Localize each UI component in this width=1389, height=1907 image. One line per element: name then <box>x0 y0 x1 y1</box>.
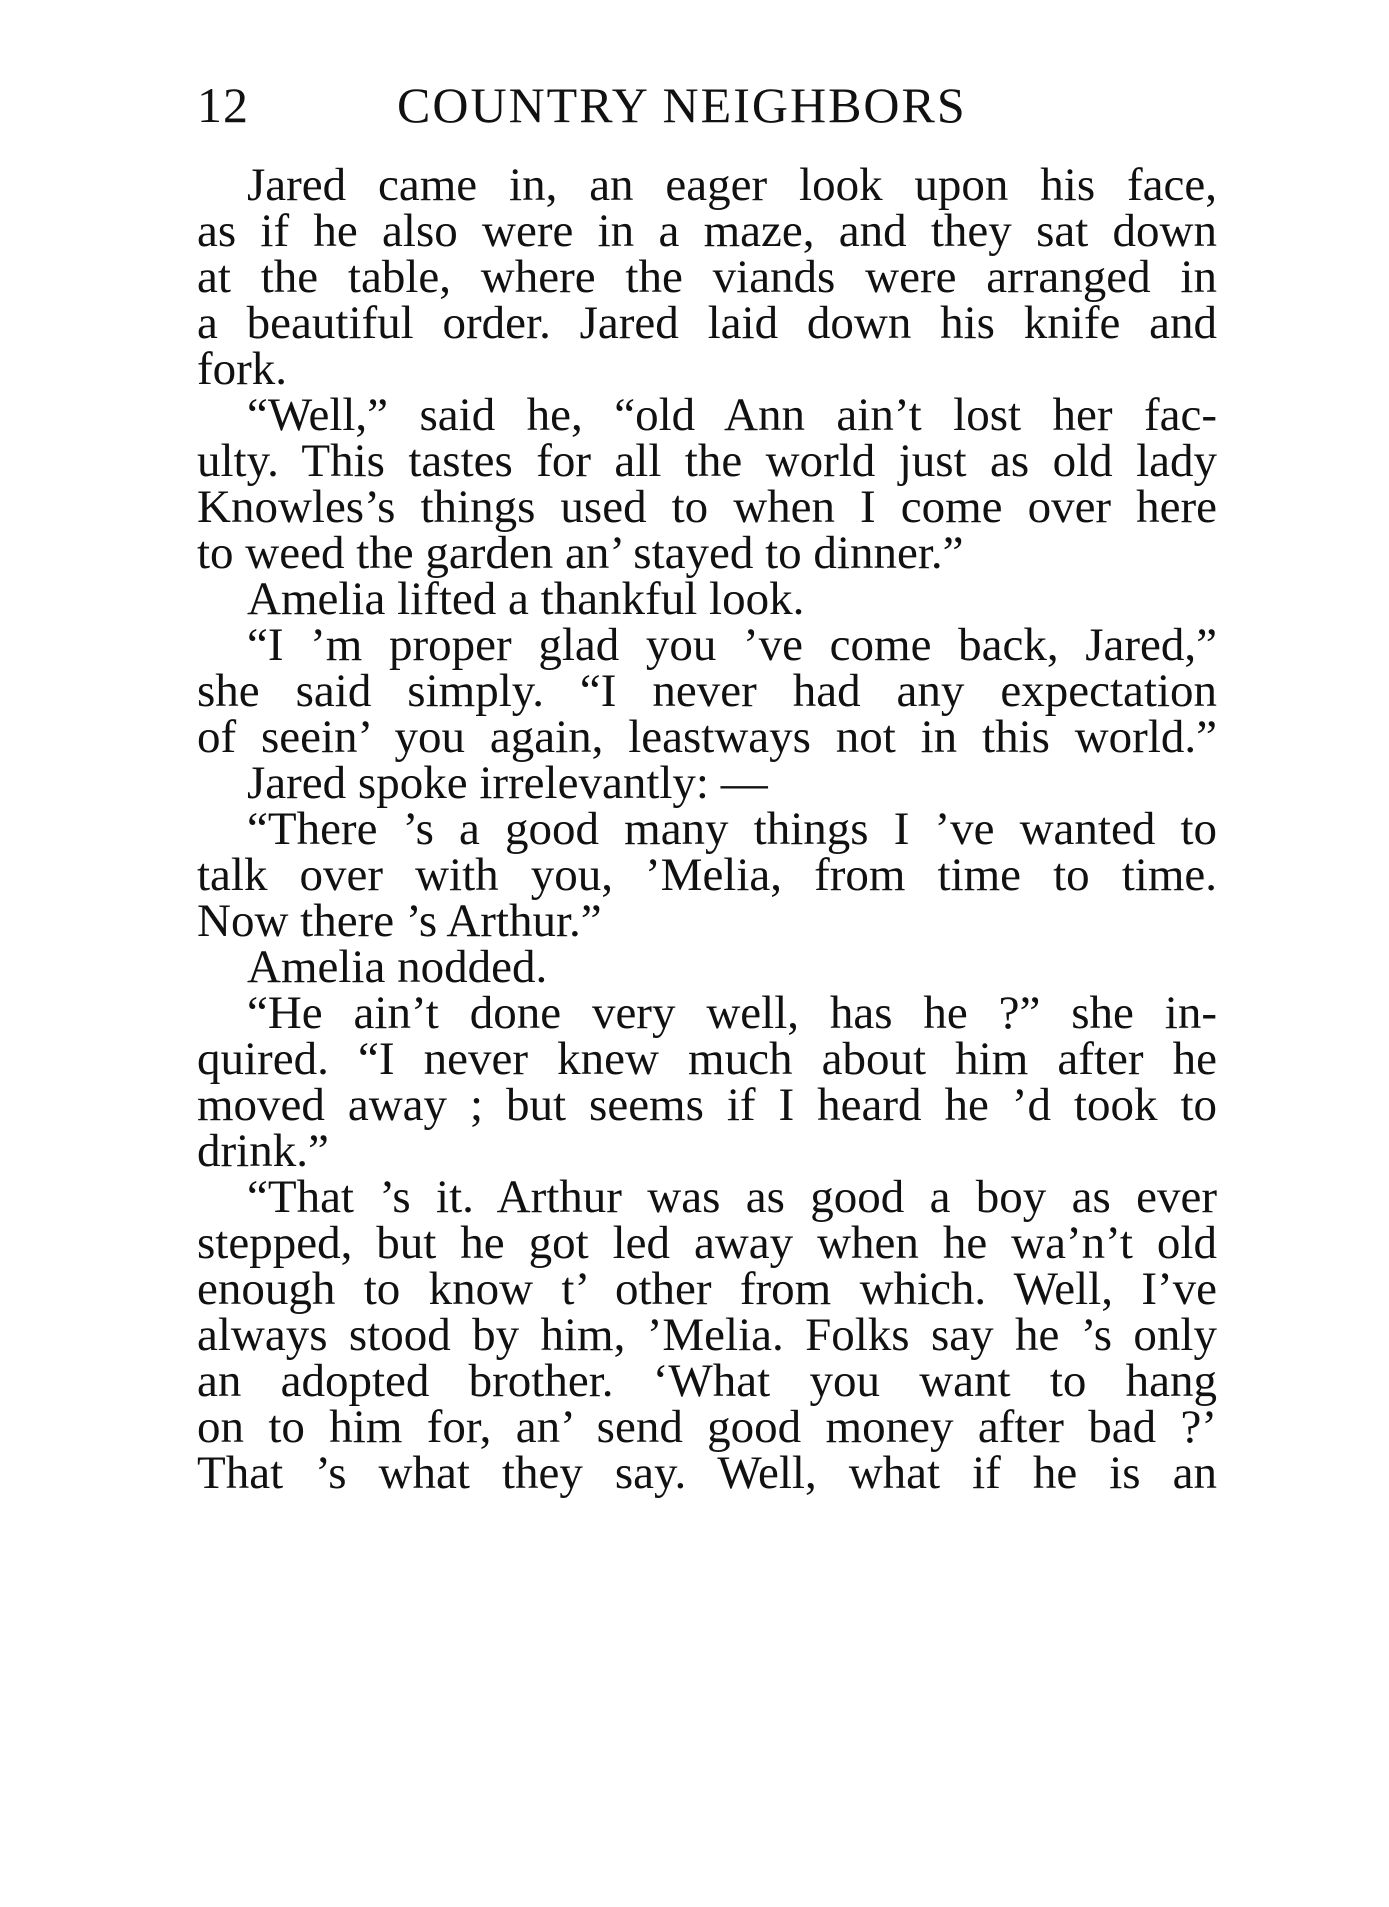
text-line: always stood by him, ’Melia. Folks say he ’s only <box>197 1309 1217 1361</box>
text-line: drink.” <box>197 1125 329 1177</box>
text-line: “I ’m proper glad you ’ve come back, Jared,” <box>247 619 1217 671</box>
running-title: COUNTRY NEIGHBORS <box>397 77 967 133</box>
text-line: an adopted brother. ‘What you want to hang <box>197 1355 1217 1407</box>
text-line: Now there ’s Arthur.” <box>197 895 602 947</box>
page-number: 12 <box>197 77 249 133</box>
text-line: Knowles’s things used to when I come over here <box>197 481 1217 533</box>
text-line: “Well,” said he, “old Ann ain’t lost her fac- <box>247 389 1217 441</box>
body-text <box>197 158 1217 1778</box>
text-line: she said simply. “I never had any expectation <box>197 665 1217 717</box>
text-line: to weed the garden an’ stayed to dinner.” <box>197 527 964 579</box>
text-line: Amelia lifted a thankful look. <box>247 573 805 625</box>
text-line: fork. <box>197 343 288 395</box>
text-line: talk over with you, ’Melia, from time to time. <box>197 849 1217 901</box>
text-line: enough to know t’ other from which. Well, I’ve <box>197 1263 1217 1315</box>
text-line: Jared spoke irrelevantly: — <box>247 757 768 809</box>
text-line: “That ’s it. Arthur was as good a boy as ever <box>247 1171 1217 1223</box>
text-line: as if he also were in a maze, and they sat down <box>197 205 1217 257</box>
text-line: a beautiful order. Jared laid down his knife and <box>197 297 1217 349</box>
text-line: on to him for, an’ send good money after bad ?’ <box>197 1401 1217 1453</box>
text-line: Amelia nodded. <box>247 941 548 993</box>
text-line: That ’s what they say. Well, what if he is an <box>197 1447 1217 1499</box>
text-line: ulty. This tastes for all the world just as old lady <box>197 435 1217 487</box>
text-line: “He ain’t done very well, has he ?” she in- <box>247 987 1217 1039</box>
text-line: stepped, but he got led away when he wa’n’t old <box>197 1217 1217 1269</box>
text-line: Jared came in, an eager look upon his face, <box>247 159 1217 211</box>
text-line: at the table, where the viands were arranged in <box>197 251 1217 303</box>
running-header <box>197 70 1217 140</box>
text-line: quired. “I never knew much about him after he <box>197 1033 1217 1085</box>
text-line: “There ’s a good many things I ’ve wanted to <box>247 803 1217 855</box>
text-line: moved away ; but seems if I heard he ’d took to <box>197 1079 1217 1131</box>
text-line: of seein’ you again, leastways not in this world.” <box>197 711 1217 763</box>
